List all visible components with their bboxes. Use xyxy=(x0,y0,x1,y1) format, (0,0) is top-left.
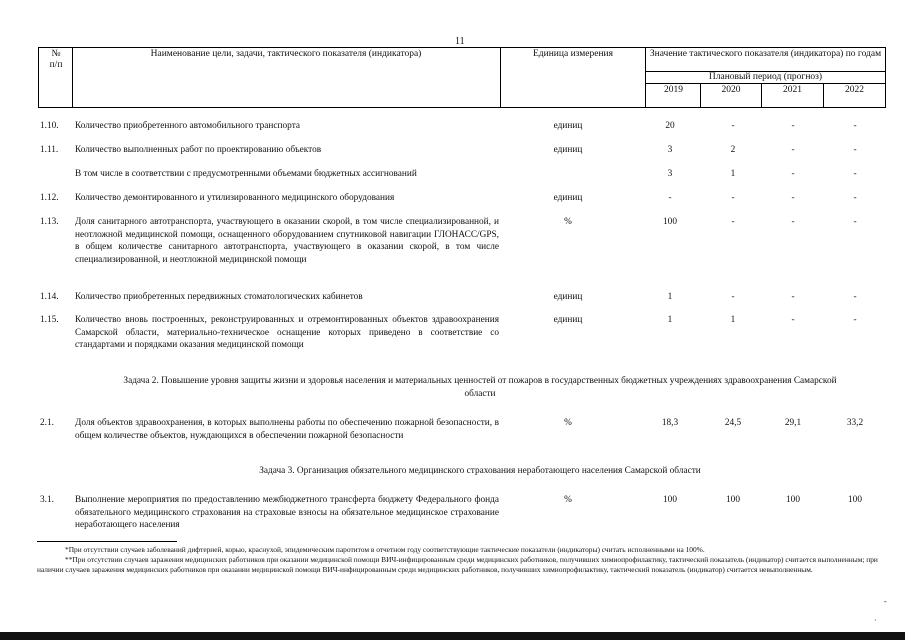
value-2022: - xyxy=(853,193,857,203)
value-2019: 100 xyxy=(663,217,677,227)
footnote-2: **При отсутствии случаев заражения медицинских работников при оказании медицинской помощи ВИЧ-инфицированным среди медицинских работников, получивших химиопрофилактику, тактический показатель (индикатор) считается выполненным; при наличии случаев заражения медицинских работников при оказании медицинской помощи ВИЧ-инфицированным среди медицинских работников, получивших химиопрофилактику, тактический показатель (индикатор) считается невыполненным. xyxy=(37,555,878,574)
row-name: Доля санитарного автотранспорта, участвующего в оказании скорой, в том числе специализированной, и неотложной медицинской помощи, оснащенного оборудованием спутниковой навигации ГЛОНАСС/GPS, в общем количестве санитарного автотранспорта, участвующего в оказании скорой, в том числе специализированной, и неотложной медицинской помощи xyxy=(75,217,499,265)
value-2022: - xyxy=(853,315,857,325)
row-unit: % xyxy=(564,217,572,227)
header-period: Плановый период (прогноз) xyxy=(708,72,823,82)
value-2020: 1 xyxy=(730,315,736,325)
row-name: Доля объектов здравоохранения, в которых выполнены работы по обеспечению пожарной безопасности, в общем количестве объектов, нуждающихся в обеспечении пожарной безопасности xyxy=(75,418,499,441)
value-2022: - xyxy=(853,145,857,155)
task-3-heading: Задача 3. Организация обязательного медицинского страхования неработающего населения Самарской области xyxy=(259,466,701,476)
row-unit: единиц xyxy=(553,145,583,155)
row-unit: единиц xyxy=(553,315,583,325)
value-2020: 1 xyxy=(730,169,736,179)
value-2021: - xyxy=(791,169,795,179)
header-year-2022: 2022 xyxy=(845,85,864,95)
value-2021: - xyxy=(791,121,795,131)
value-2021: - xyxy=(791,193,795,203)
row-name: Количество приобретенного автомобильного транспорта xyxy=(75,121,300,131)
header-value: Значение тактического показателя (индикатора) по годам xyxy=(649,49,882,59)
value-2020: - xyxy=(731,292,735,302)
row-number: 1.12. xyxy=(40,193,59,203)
value-2021: - xyxy=(791,315,795,325)
value-2019: 3 xyxy=(667,145,673,155)
header-name: Наименование цели, задачи, тактического показателя (индикатора) xyxy=(150,49,422,59)
value-2019: 100 xyxy=(663,495,677,505)
row-number: 1.15. xyxy=(40,315,59,325)
row-unit: единиц xyxy=(553,193,583,203)
header-year-2020: 2020 xyxy=(721,85,741,95)
page-number: 11 xyxy=(455,36,465,47)
row-name: Количество демонтированного и утилизированного медицинского оборудования xyxy=(75,193,395,203)
value-2021: - xyxy=(791,292,795,302)
value-2019: 1 xyxy=(667,315,673,325)
row-number: 1.13. xyxy=(40,217,59,227)
scan-mark: · xyxy=(874,616,877,625)
header-number: № п/п xyxy=(49,49,63,70)
row-number: 1.10. xyxy=(40,121,59,131)
scan-mark: - xyxy=(884,597,887,606)
value-2021: - xyxy=(791,217,795,227)
row-number: 2.1. xyxy=(40,418,54,428)
value-2020: 2 xyxy=(730,145,736,155)
value-2019: 18,3 xyxy=(661,418,679,428)
value-2022: - xyxy=(853,217,857,227)
value-2019: 20 xyxy=(665,121,675,131)
value-2021: - xyxy=(791,145,795,155)
value-2020: - xyxy=(731,193,735,203)
row-unit: % xyxy=(564,418,572,428)
value-2022: - xyxy=(853,169,857,179)
value-2022: 100 xyxy=(848,495,862,505)
row-name: Количество приобретенных передвижных стоматологических кабинетов xyxy=(75,292,363,302)
footnote-1: *При отсутствии случаев заболеваний дифтерией, корью, краснухой, эпидемическим паротитом в отчетном году соответствующие тактические показатели (индикаторы) считать исполненными на 100%. xyxy=(65,545,705,554)
row-name: Количество вновь построенных, реконструированных и отремонтированных объектов здравоохранения Самарской области, материально-техническое оснащение которых приведено в соответствие со стандартами и порядками оказания медицинской помощи xyxy=(75,315,499,350)
row-number: 3.1. xyxy=(40,495,54,505)
row-number: 1.11. xyxy=(40,145,59,155)
value-2019: 1 xyxy=(667,292,673,302)
header-unit: Единица измерения xyxy=(533,49,613,59)
header-year-2021: 2021 xyxy=(783,85,802,95)
scan-border xyxy=(0,632,905,640)
value-2022: - xyxy=(853,121,857,131)
value-2021: 100 xyxy=(786,495,800,505)
value-2022: 33,2 xyxy=(846,418,864,428)
row-unit: единиц xyxy=(553,292,583,302)
row-number: 1.14. xyxy=(40,292,59,302)
value-2022: - xyxy=(853,292,857,302)
row-unit: единиц xyxy=(553,121,583,131)
value-2020: 24,5 xyxy=(724,418,742,428)
header-year-2019: 2019 xyxy=(664,85,683,95)
value-2020: 100 xyxy=(726,495,740,505)
value-2020: - xyxy=(731,217,735,227)
row-name: В том числе в соответствии с предусмотренными объемами бюджетных ассигнований xyxy=(75,169,417,179)
value-2020: - xyxy=(731,121,735,131)
row-name: Выполнение мероприятия по предоставлению межбюджетного трансферта бюджету Федерального фонда обязательного медицинского страхования на страховые взносы на обязательное медицинское страхование неработающего населения xyxy=(75,495,499,530)
value-2019: - xyxy=(668,193,672,203)
value-2021: 29,1 xyxy=(784,418,802,428)
row-unit: % xyxy=(564,495,572,505)
row-name: Количество выполненных работ по проектированию объектов xyxy=(75,145,322,155)
value-2019: 3 xyxy=(667,169,673,179)
footnote-separator xyxy=(37,541,177,542)
table-header xyxy=(38,47,886,108)
task-2-heading: Задача 2. Повышение уровня защиты жизни и здоровья населения и материальных ценностей от пожаров в государственных бюджетных учреждениях здравоохранения Самарской области xyxy=(123,376,837,399)
